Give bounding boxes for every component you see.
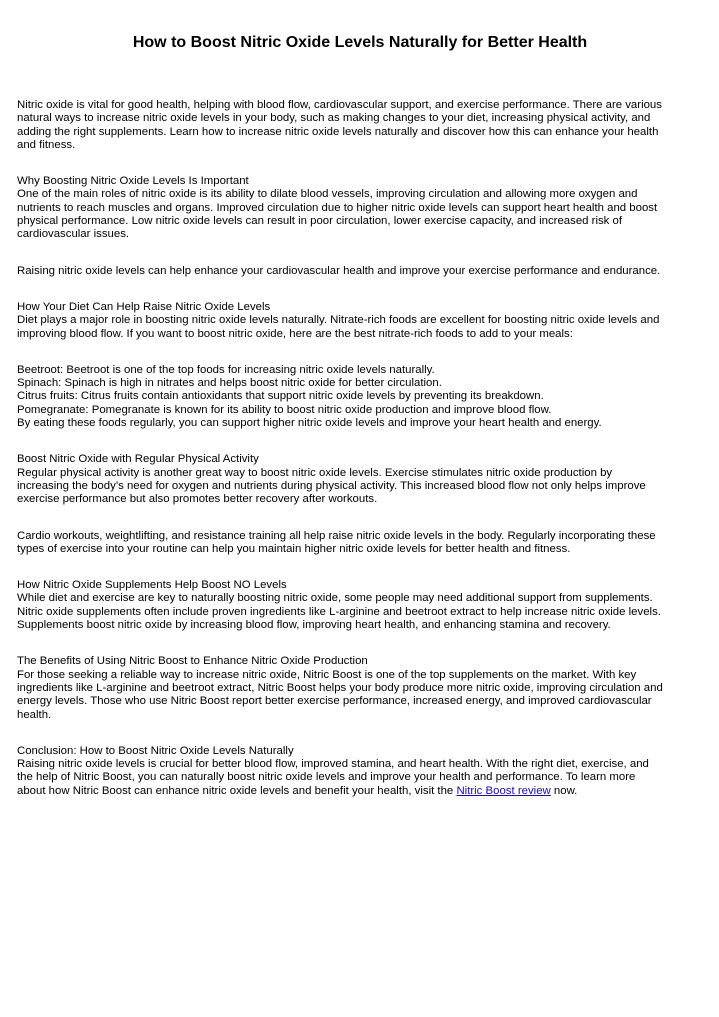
text-line: The Benefits of Using Nitric Boost to Enhance Nitric Oxide Production	[17, 655, 368, 668]
text-line: nutrients to reach muscles and organs. Improved circulation due to higher nitric oxide levels can support heart health and boost	[17, 201, 658, 214]
paragraph	[17, 364, 703, 430]
text-line: Pomegranate: Pomegranate is known for its ability to boost nitric oxide production and improve blood flow.	[17, 403, 552, 416]
text-line: One of the main roles of nitric oxide is its ability to dilate blood vessels, improving circulation and allowing more oxygen and	[17, 188, 638, 201]
text-line: Nitric oxide is vital for good health, helping with blood flow, cardiovascular support, and exercise performance. There are various	[17, 99, 662, 111]
text-line: types of exercise into your routine can help you maintain higher nitric oxide levels for better health and fitness.	[17, 542, 571, 555]
text-line: cardiovascular issues.	[17, 228, 130, 241]
paragraph	[17, 301, 703, 341]
text-line: improving blood flow. If you want to boost nitric oxide, here are the best nitrate-rich foods to add to your meals:	[17, 327, 573, 340]
paragraph	[17, 265, 703, 278]
paragraph-list	[17, 99, 703, 722]
text-line: increasing the body’s need for oxygen and nutrients during physical activity. This increased blood flow not only helps improve	[17, 479, 646, 492]
text-line: ingredients like L-arginine and beetroot extract, Nitric Boost helps your body produce more nitric oxide, improving circulation and	[17, 681, 663, 694]
document-body	[17, 99, 703, 798]
text-line: and fitness.	[17, 138, 76, 151]
text-line: Cardio workouts, weightlifting, and resistance training all help raise nitric oxide levels in the body. Regularly incorporating these	[17, 529, 656, 542]
text-line: physical performance. Low nitric oxide levels can result in poor circulation, lower exercise capacity, and increased risk of	[17, 215, 623, 228]
text-line: exercise performance but also promotes better recovery after workouts.	[17, 493, 378, 506]
text-line: How Your Diet Can Help Raise Nitric Oxide Levels	[17, 300, 271, 313]
text-line: While diet and exercise are key to naturally boosting nitric oxide, some people may need additional support from supplements.	[17, 592, 653, 605]
text-line: energy levels. Those who use Nitric Boost report better exercise performance, increased energy, and improved cardiovascular	[17, 695, 652, 708]
nitric-boost-review-link[interactable]: Nitric Boost review	[456, 784, 551, 797]
text-line: Raising nitric oxide levels can help enhance your cardiovascular health and improve your exercise performance and endurance.	[17, 264, 661, 277]
text-line: Raising nitric oxide levels is crucial for better blood flow, improved stamina, and heart health. With the right diet, exercise, and	[17, 758, 649, 771]
text-line: Diet plays a major role in boosting nitric oxide levels naturally. Nitrate-rich foods are excellent for boosting nitric oxide levels and	[17, 314, 660, 327]
paragraph	[17, 530, 703, 557]
text-line: Why Boosting Nitric Oxide Levels Is Important	[17, 175, 249, 188]
paragraph	[17, 453, 703, 506]
text-line: How Nitric Oxide Supplements Help Boost NO Levels	[17, 579, 287, 592]
conclusion-heading: Conclusion: How to Boost Nitric Oxide Levels Naturally	[17, 744, 294, 757]
text-line: adding the right supplements. Learn how to increase nitric oxide levels naturally and discover how this can enhance your health	[17, 125, 659, 138]
text-line: Beetroot: Beetroot is one of the top foods for increasing nitric oxide levels naturally.	[17, 363, 435, 376]
text-line	[17, 785, 703, 798]
text-line: Citrus fruits: Citrus fruits contain antioxidants that support nitric oxide levels by preventing its breakdown.	[17, 390, 544, 403]
paragraph	[17, 99, 703, 152]
text-line: Nitric oxide supplements often include proven ingredients like L-arginine and beetroot extract to help increase nitric oxide levels.	[17, 605, 661, 618]
text-segment: about how Nitric Boost can enhance nitric oxide levels and benefit your health, visit the	[17, 784, 457, 797]
text-line: By eating these foods regularly, you can support higher nitric oxide levels and improve your heart health and energy.	[17, 417, 602, 430]
paragraph	[17, 655, 703, 721]
paragraph	[17, 175, 703, 241]
text-line: natural ways to increase nitric oxide levels in your body, such as making changes to your diet, increasing physical activity, and	[17, 112, 651, 125]
text-line: For those seeking a reliable way to increase nitric oxide, Nitric Boost is one of the top supplements on the market. With key	[17, 668, 637, 681]
text-line: Supplements boost nitric oxide by increasing blood flow, improving heart health, and enhancing stamina and recovery.	[17, 619, 611, 632]
text-line: Spinach: Spinach is high in nitrates and helps boost nitric oxide for better circulation.	[17, 377, 442, 390]
conclusion-paragraph	[17, 745, 703, 798]
page-title: How to Boost Nitric Oxide Levels Naturally for Better Health	[132, 34, 588, 51]
text-segment: now.	[550, 784, 578, 797]
text-line: health.	[17, 708, 52, 721]
text-line: Regular physical activity is another great way to boost nitric oxide levels. Exercise stimulates nitric oxide production by	[17, 466, 613, 479]
paragraph	[17, 579, 703, 632]
text-line: the help of Nitric Boost, you can naturally boost nitric oxide levels and improve your health and performance. To learn more	[17, 771, 636, 784]
text-line: Boost Nitric Oxide with Regular Physical Activity	[17, 453, 259, 466]
